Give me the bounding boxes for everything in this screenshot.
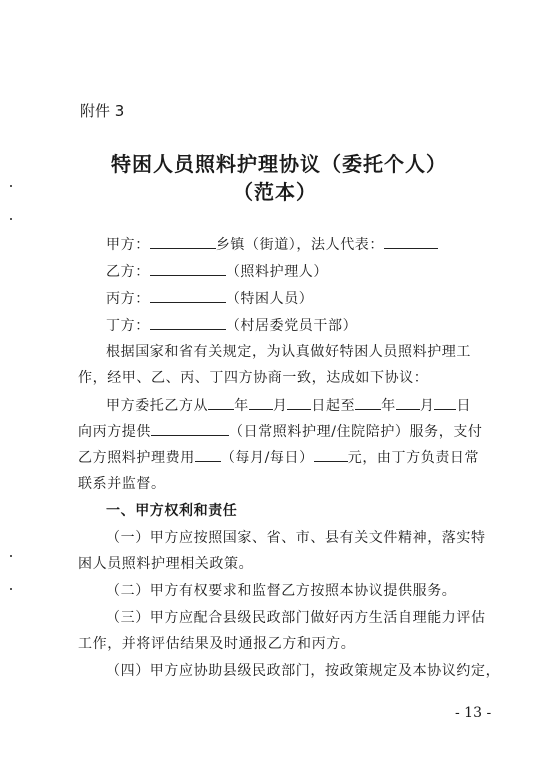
township-blank[interactable]	[150, 234, 216, 249]
clause-2-line-1: （二）甲方有权要求和监督乙方按照本协议提供服务。	[106, 583, 457, 599]
margin-dot	[10, 588, 12, 590]
party-b-role: （照料护理人）	[225, 264, 329, 280]
month-label: 月	[272, 398, 288, 414]
margin-dot	[10, 185, 12, 187]
party-c-role: （特困人员）	[225, 291, 314, 307]
document-title: 特困人员照料护理协议（委托个人）	[111, 152, 447, 176]
service-type-options: （日常照料护理/住院陪护）服务，支付	[229, 424, 483, 440]
clause-1-line-1: （一）甲方应按照国家、省、市、县有关文件精神，落实特	[106, 530, 486, 546]
section-heading: 一、甲方权利和责任	[106, 503, 238, 519]
party-b-blank[interactable]	[150, 261, 226, 276]
day-from-label: 日起至	[311, 398, 356, 414]
party-b-line	[106, 261, 531, 282]
start-month-blank[interactable]	[249, 395, 273, 410]
fee-period-options: （每月/每日）	[220, 450, 314, 466]
entrust-line-4: 联系并监督。	[78, 476, 166, 492]
year-label: 年	[381, 398, 396, 414]
clause-4-line-1: （四）甲方应协助县级民政部门，按政策规定及本协议约定，	[106, 663, 501, 679]
entrust-text: 乙方照料护理费用	[78, 450, 195, 466]
start-year-blank[interactable]	[208, 395, 234, 410]
entrust-text: 甲方委托乙方从	[106, 398, 209, 414]
entrust-text: 向丙方提供	[78, 424, 151, 440]
party-d-line	[106, 315, 531, 336]
intro-line-2: 作，经甲、乙、丙、丁四方协商一致，达成如下协议：	[78, 370, 429, 386]
party-c-label: 丙方：	[106, 291, 150, 307]
party-c-line	[106, 288, 531, 309]
clause-3-line-2: 工作，并将评估结果及时通报乙方和丙方。	[78, 636, 356, 652]
document-subtitle: （范本）	[233, 180, 317, 204]
party-b-label: 乙方：	[106, 264, 150, 280]
representative-blank[interactable]	[384, 234, 438, 249]
margin-dot	[10, 555, 12, 557]
year-label: 年	[234, 398, 249, 414]
intro-line-1: 根据国家和省有关规定，为认真做好特困人员照料护理工	[106, 344, 471, 360]
page-number: - 13 -	[455, 705, 492, 721]
party-a-line	[106, 234, 531, 255]
margin-dot	[10, 218, 12, 220]
entrust-line-3	[78, 447, 503, 468]
day-label: 日	[456, 398, 472, 414]
party-d-blank[interactable]	[150, 315, 226, 330]
fee-amount-blank[interactable]	[314, 447, 348, 462]
fee-period-blank[interactable]	[195, 447, 221, 462]
start-day-blank[interactable]	[287, 395, 311, 410]
clause-3-line-1: （三）甲方应配合县级民政部门做好丙方生活自理能力评估	[106, 610, 486, 626]
end-day-blank[interactable]	[434, 395, 456, 410]
clause-1-line-2: 困人员照料护理相关政策。	[78, 556, 254, 572]
entrust-line-1	[106, 395, 531, 416]
party-d-role: （村居委党员干部）	[225, 318, 358, 334]
month-label: 月	[419, 398, 435, 414]
service-type-blank[interactable]	[151, 421, 229, 436]
attachment-label: 附件 3	[80, 102, 125, 120]
entrust-text: 元，由丁方负责日常	[347, 450, 480, 466]
party-a-representative-label: 乡镇（街道），法人代表：	[215, 237, 385, 253]
party-a-label: 甲方：	[106, 237, 150, 253]
party-d-label: 丁方：	[106, 318, 150, 334]
party-c-blank[interactable]	[150, 288, 226, 303]
entrust-line-2	[78, 421, 503, 442]
end-year-blank[interactable]	[355, 395, 381, 410]
end-month-blank[interactable]	[396, 395, 420, 410]
